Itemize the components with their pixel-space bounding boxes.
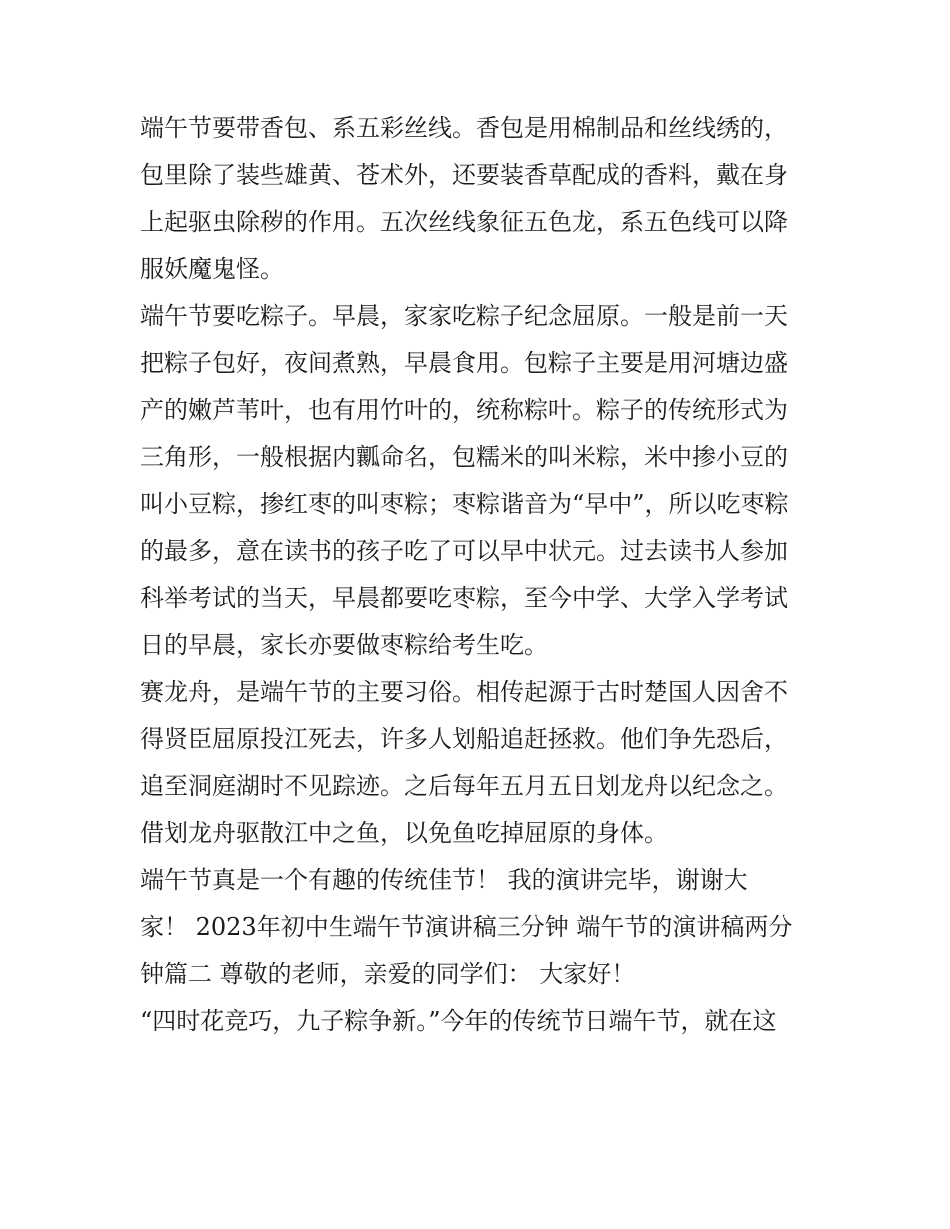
text-line: 钟篇二 尊敬的老师，亲爱的同学们： 大家好！	[140, 960, 636, 988]
text-line: 追至洞庭湖时不见踪迹。之后每年五月五日划龙舟以纪念之。	[140, 772, 788, 800]
text-line: 科举考试的当天，早晨都要吃枣粽，至今中学、大学入学考试	[140, 584, 788, 612]
text-line: 服妖魔鬼怪。	[140, 255, 284, 283]
text-line: 三角形，一般根据内瓤命名，包糯米的叫米粽，米中掺小豆的	[140, 443, 788, 471]
text-line: 产的嫩芦苇叶，也有用竹叶的，统称粽叶。粽子的传统形式为	[140, 396, 788, 424]
text-line: 赛龙舟，是端午节的主要习俗。相传起源于古时楚国人因舍不	[140, 678, 788, 706]
text-line: 的最多，意在读书的孩子吃了可以早中状元。过去读书人参加	[140, 537, 788, 565]
document-body	[140, 105, 830, 1045]
text-line: 端午节要带香包、系五彩丝线。香包是用棉制品和丝线绣的，	[140, 114, 788, 142]
text-line: 包里除了装些雄黄、苍术外，还要装香草配成的香料，戴在身	[140, 161, 788, 189]
text-line: 上起驱虫除秽的作用。五次丝线象征五色龙，系五色线可以降	[140, 208, 788, 236]
text-line: 端午节真是一个有趣的传统佳节！ 我的演讲完毕，谢谢大	[140, 866, 748, 894]
text-line: 借划龙舟驱散江中之鱼，以免鱼吃掉屈原的身体。	[140, 819, 668, 847]
text-line: 得贤臣屈原投江死去，许多人划船追赶拯救。他们争先恐后，	[140, 725, 788, 753]
text-line: 家！ 2023年初中生端午节演讲稿三分钟 端午节的演讲稿两分	[140, 913, 793, 941]
text-line: 叫小豆粽，掺红枣的叫枣粽；枣粽谐音为“早中”，所以吃枣粽	[140, 490, 789, 518]
text-line: “四时花竞巧，九子粽争新。”今年的传统节日端午节，就在这	[140, 1007, 777, 1035]
text-line: 日的早晨，家长亦要做枣粽给考生吃。	[140, 631, 548, 659]
text-line: 把粽子包好，夜间煮熟，早晨食用。包粽子主要是用河塘边盛	[140, 349, 788, 377]
text-line: 端午节要吃粽子。早晨，家家吃粽子纪念屈原。一般是前一天	[140, 302, 788, 330]
